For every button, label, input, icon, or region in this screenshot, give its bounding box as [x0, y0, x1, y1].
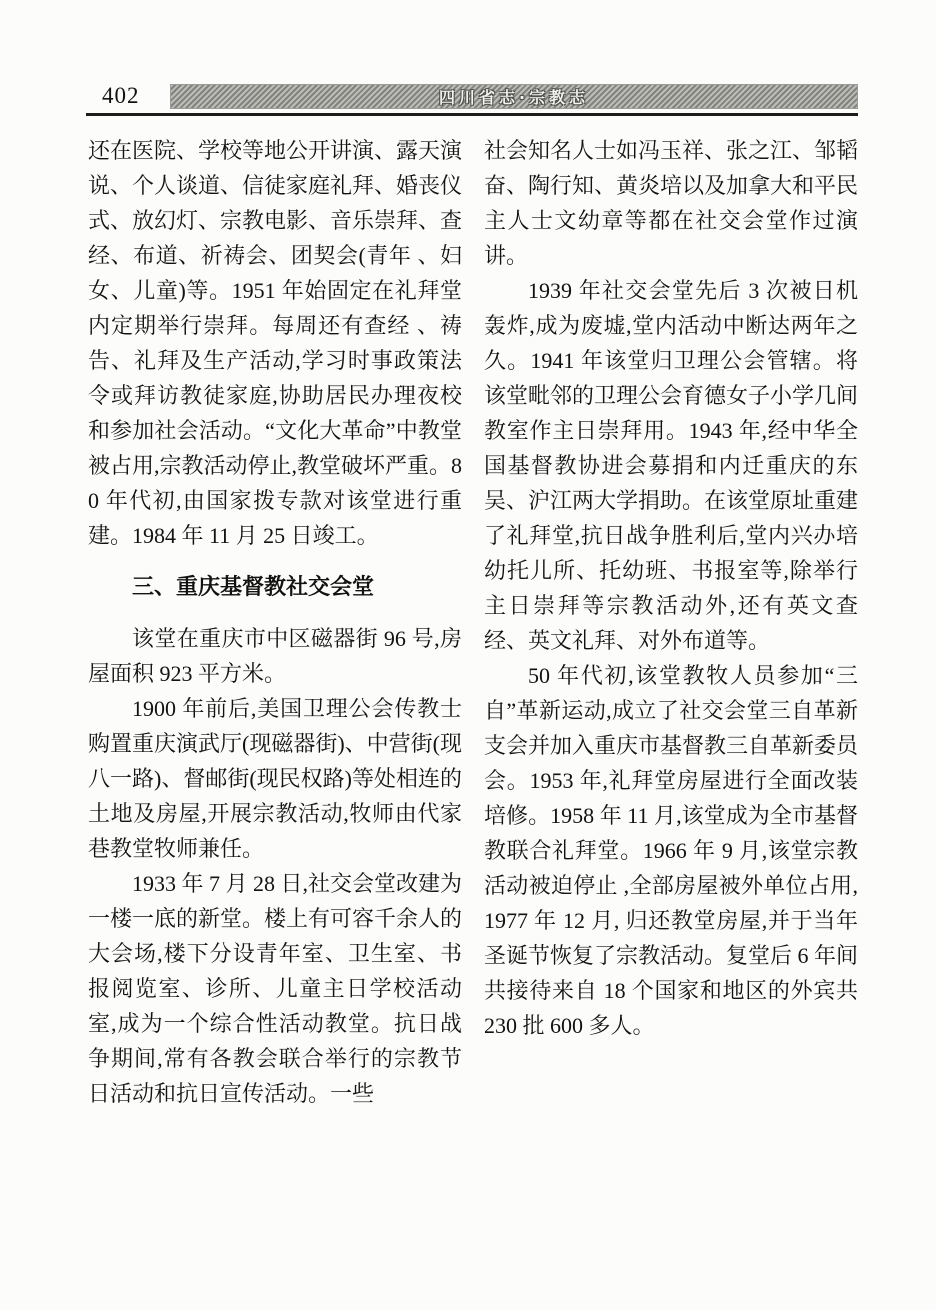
section-heading: 三、重庆基督教社交会堂 — [132, 575, 375, 600]
paragraph: 该堂在重庆市中区磁器街 96 号,房屋面积 923 平方米。 — [88, 626, 462, 686]
right-column — [484, 133, 858, 1111]
page-header — [86, 84, 858, 116]
header-rule — [86, 113, 858, 116]
text-columns — [88, 133, 858, 1111]
paragraph: 1900 年前后,美国卫理公会传教士购置重庆演武厅(现磁器街)、中营街(现八一路)、督邮街(现民权路)等处相连的土地及房屋,开展宗教活动,牧师由代家巷教堂牧师兼任。 — [88, 696, 462, 861]
paragraph: 1939 年社交会堂先后 3 次被日机轰炸,成为废墟,堂内活动中断达两年之久。1941 年该堂归卫理公会管辖。将该堂毗邻的卫理公会育德女子小学几间教室作主日崇拜用。1943 年,经中华全国基督教协进会募捐和内迁重庆的东吴、沪江两大学捐助。在该堂原址重建了礼拜堂,抗日战争胜利后,堂内兴办培幼托儿所、托幼班、书报室等,除举行主日崇拜等宗教活动外,还有英文查经、英文礼拜、对外布道等。 — [484, 278, 859, 653]
left-column — [88, 133, 462, 1111]
paragraph: 1933 年 7 月 28 日,社交会堂改建为一楼一底的新堂。楼上有可容千余人的大会场,楼下分设青年室、卫生室、书报阅览室、诊所、儿童主日学校活动室,成为一个综合性活动教堂。抗日战争期间,常有各教会联合举行的宗教节日活动和抗日宣传活动。一些 — [88, 871, 463, 1106]
paragraph: 50 年代初,该堂教牧人员参加“三自”革新运动,成立了社交会堂三自革新支会并加入重庆市基督教三自革新委员会。1953 年,礼拜堂房屋进行全面改装培修。1958 年 11 月,该堂成为全市基督教联合礼拜堂。1966 年 9 月,该堂宗教活动被迫停止 ,全部房屋被外单位占用,1977 年 12 月, 归还教堂房屋,并于当年圣诞节恢复了宗教活动。复堂后 6 年间共接待来自 18 个国家和地区的外宾共 230 批 600 多人。 — [484, 663, 859, 1038]
header-title: 四川省志·宗教志 — [438, 87, 590, 107]
header-title-bar — [170, 84, 858, 109]
page-number: 402 — [102, 83, 140, 108]
paragraph-continued: 社会知名人士如冯玉祥、张之江、邹韬奋、陶行知、黄炎培以及加拿大和平民主人士文幼章等都在社交会堂作过演讲。 — [484, 138, 859, 268]
paragraph-continued: 还在医院、学校等地公开讲演、露天演说、个人谈道、信徒家庭礼拜、婚丧仪式、放幻灯、宗教电影、音乐崇拜、查经、布道、祈祷会、团契会(青年 、妇女、儿童)等。1951 年始固定在礼拜堂内定期举行崇拜。每周还有查经 、祷告、礼拜及生产活动,学习时事政策法令或拜访教徒家庭,协助居民办理夜校和参加社会活动。“文化大革命”中教堂被占用,宗教活动停止,教堂破坏严重。80 年代初,由国家拨专款对该堂进行重建。1984 年 11 月 25 日竣工。 — [88, 138, 463, 548]
